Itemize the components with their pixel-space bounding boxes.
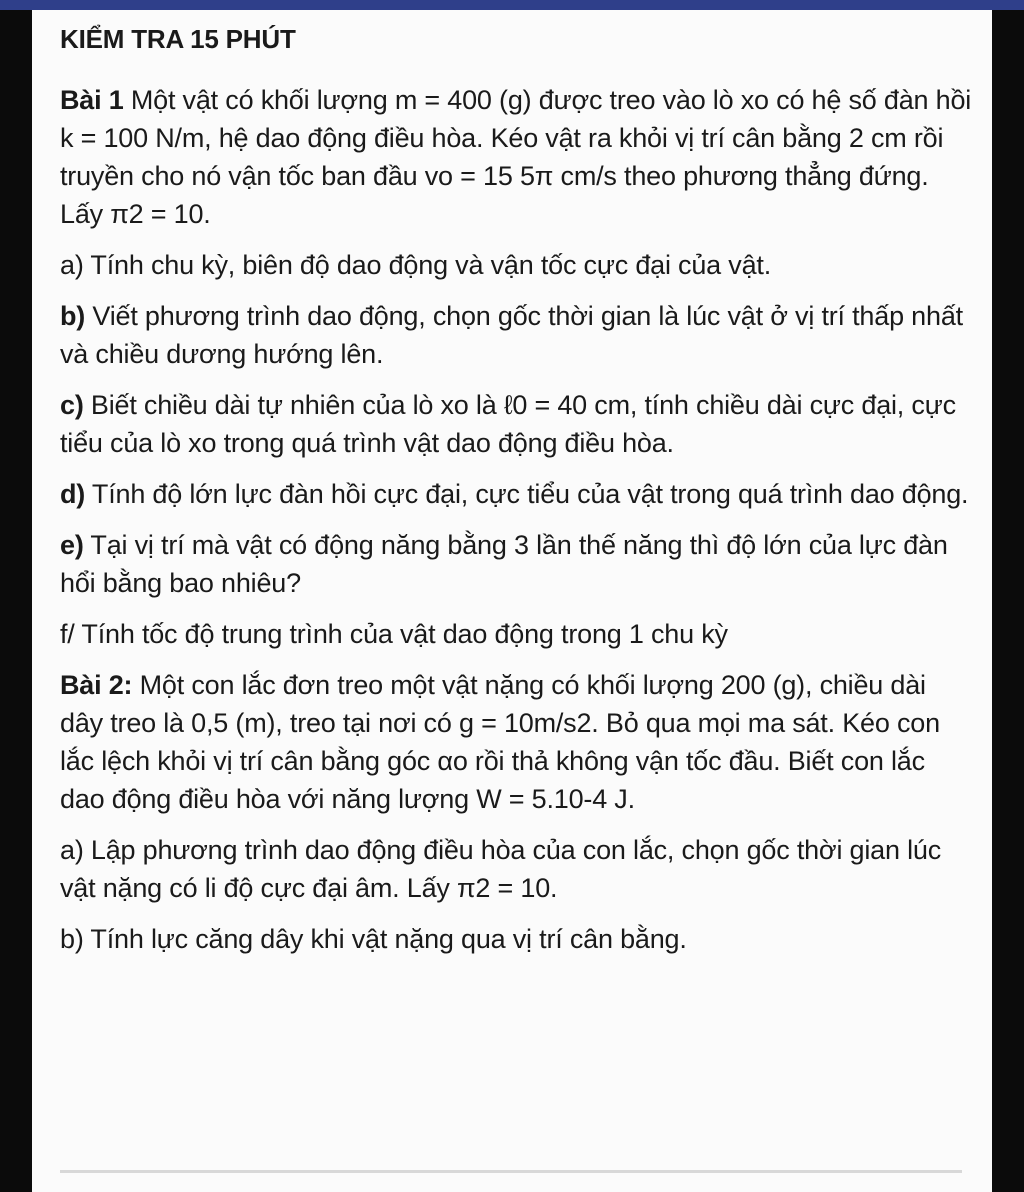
bai1-question-e: [60, 526, 975, 602]
bai1-b-text: Viết phương trình dao động, chọn gốc thời gian là lúc vật ở vị trí thấp nhất và chiều dương hướng lên.: [60, 301, 963, 369]
bai1-question-c: [60, 386, 975, 462]
bai1-question-b: [60, 297, 975, 373]
bai1-statement: [60, 81, 975, 233]
exam-content: [60, 20, 975, 971]
bai1-question-f: [60, 615, 975, 653]
bai1-d-label: d): [60, 479, 86, 509]
bai1-question-d: [60, 475, 975, 513]
bai2-question-a: [60, 831, 975, 907]
bai1-f-text: f/ Tính tốc độ trung trình của vật dao động trong 1 chu kỳ: [60, 619, 728, 649]
bai1-b-label: b): [60, 301, 86, 331]
bottom-divider: [60, 1170, 962, 1173]
bai1-d-text: Tính độ lớn lực đàn hồi cực đại, cực tiểu của vật trong quá trình dao động.: [85, 479, 969, 509]
bai1-text: Một vật có khối lượng m = 400 (g) được treo vào lò xo có hệ số đàn hồi k = 100 N/m, hệ dao động điều hòa. Kéo vật ra khỏi vị trí cân bằng 2 cm rồi truyền cho nó vận tốc ban đầu vo = 15 5π cm/s theo phương thẳng đứng. Lấy π2 = 10.: [60, 85, 972, 229]
bai2-statement: [60, 666, 975, 818]
exam-title: KIỂM TRA 15 PHÚT: [60, 24, 296, 54]
bai1-a-text: a) Tính chu kỳ, biên độ dao động và vận tốc cực đại của vật.: [60, 250, 772, 280]
bai2-a-text: a) Lập phương trình dao động điều hòa của con lắc, chọn gốc thời gian lúc vật nặng có li độ cực đại âm. Lấy π2 = 10.: [60, 835, 942, 903]
exam-paper: [32, 10, 992, 1192]
bai2-label: Bài 2:: [60, 670, 133, 700]
bai1-e-text: Tại vị trí mà vật có động năng bằng 3 lần thế năng thì độ lớn của lực đàn hổi bằng bao nhiêu?: [60, 530, 948, 598]
bai1-c-label: c): [60, 390, 84, 420]
bai1-e-label: e): [60, 530, 84, 560]
bai2-question-b: [60, 920, 975, 958]
bai1-label: Bài 1: [60, 85, 124, 115]
bai1-c-text: Biết chiều dài tự nhiên của lò xo là ℓ0 = 40 cm, tính chiều dài cực đại, cực tiểu của lò xo trong quá trình vật dao động điều hòa.: [60, 390, 956, 458]
top-accent-bar: [0, 0, 1024, 10]
bai2-b-text: b) Tính lực căng dây khi vật nặng qua vị trí cân bằng.: [60, 924, 687, 954]
bai2-text: Một con lắc đơn treo một vật nặng có khối lượng 200 (g), chiều dài dây treo là 0,5 (m), treo tại nơi có g = 10m/s2. Bỏ qua mọi ma sát. Kéo con lắc lệch khỏi vị trí cân bằng góc αo rồi thả không vận tốc đầu. Biết con lắc dao động điều hòa với năng lượng W = 5.10-4 J.: [60, 670, 940, 814]
bai1-question-a: [60, 246, 975, 284]
